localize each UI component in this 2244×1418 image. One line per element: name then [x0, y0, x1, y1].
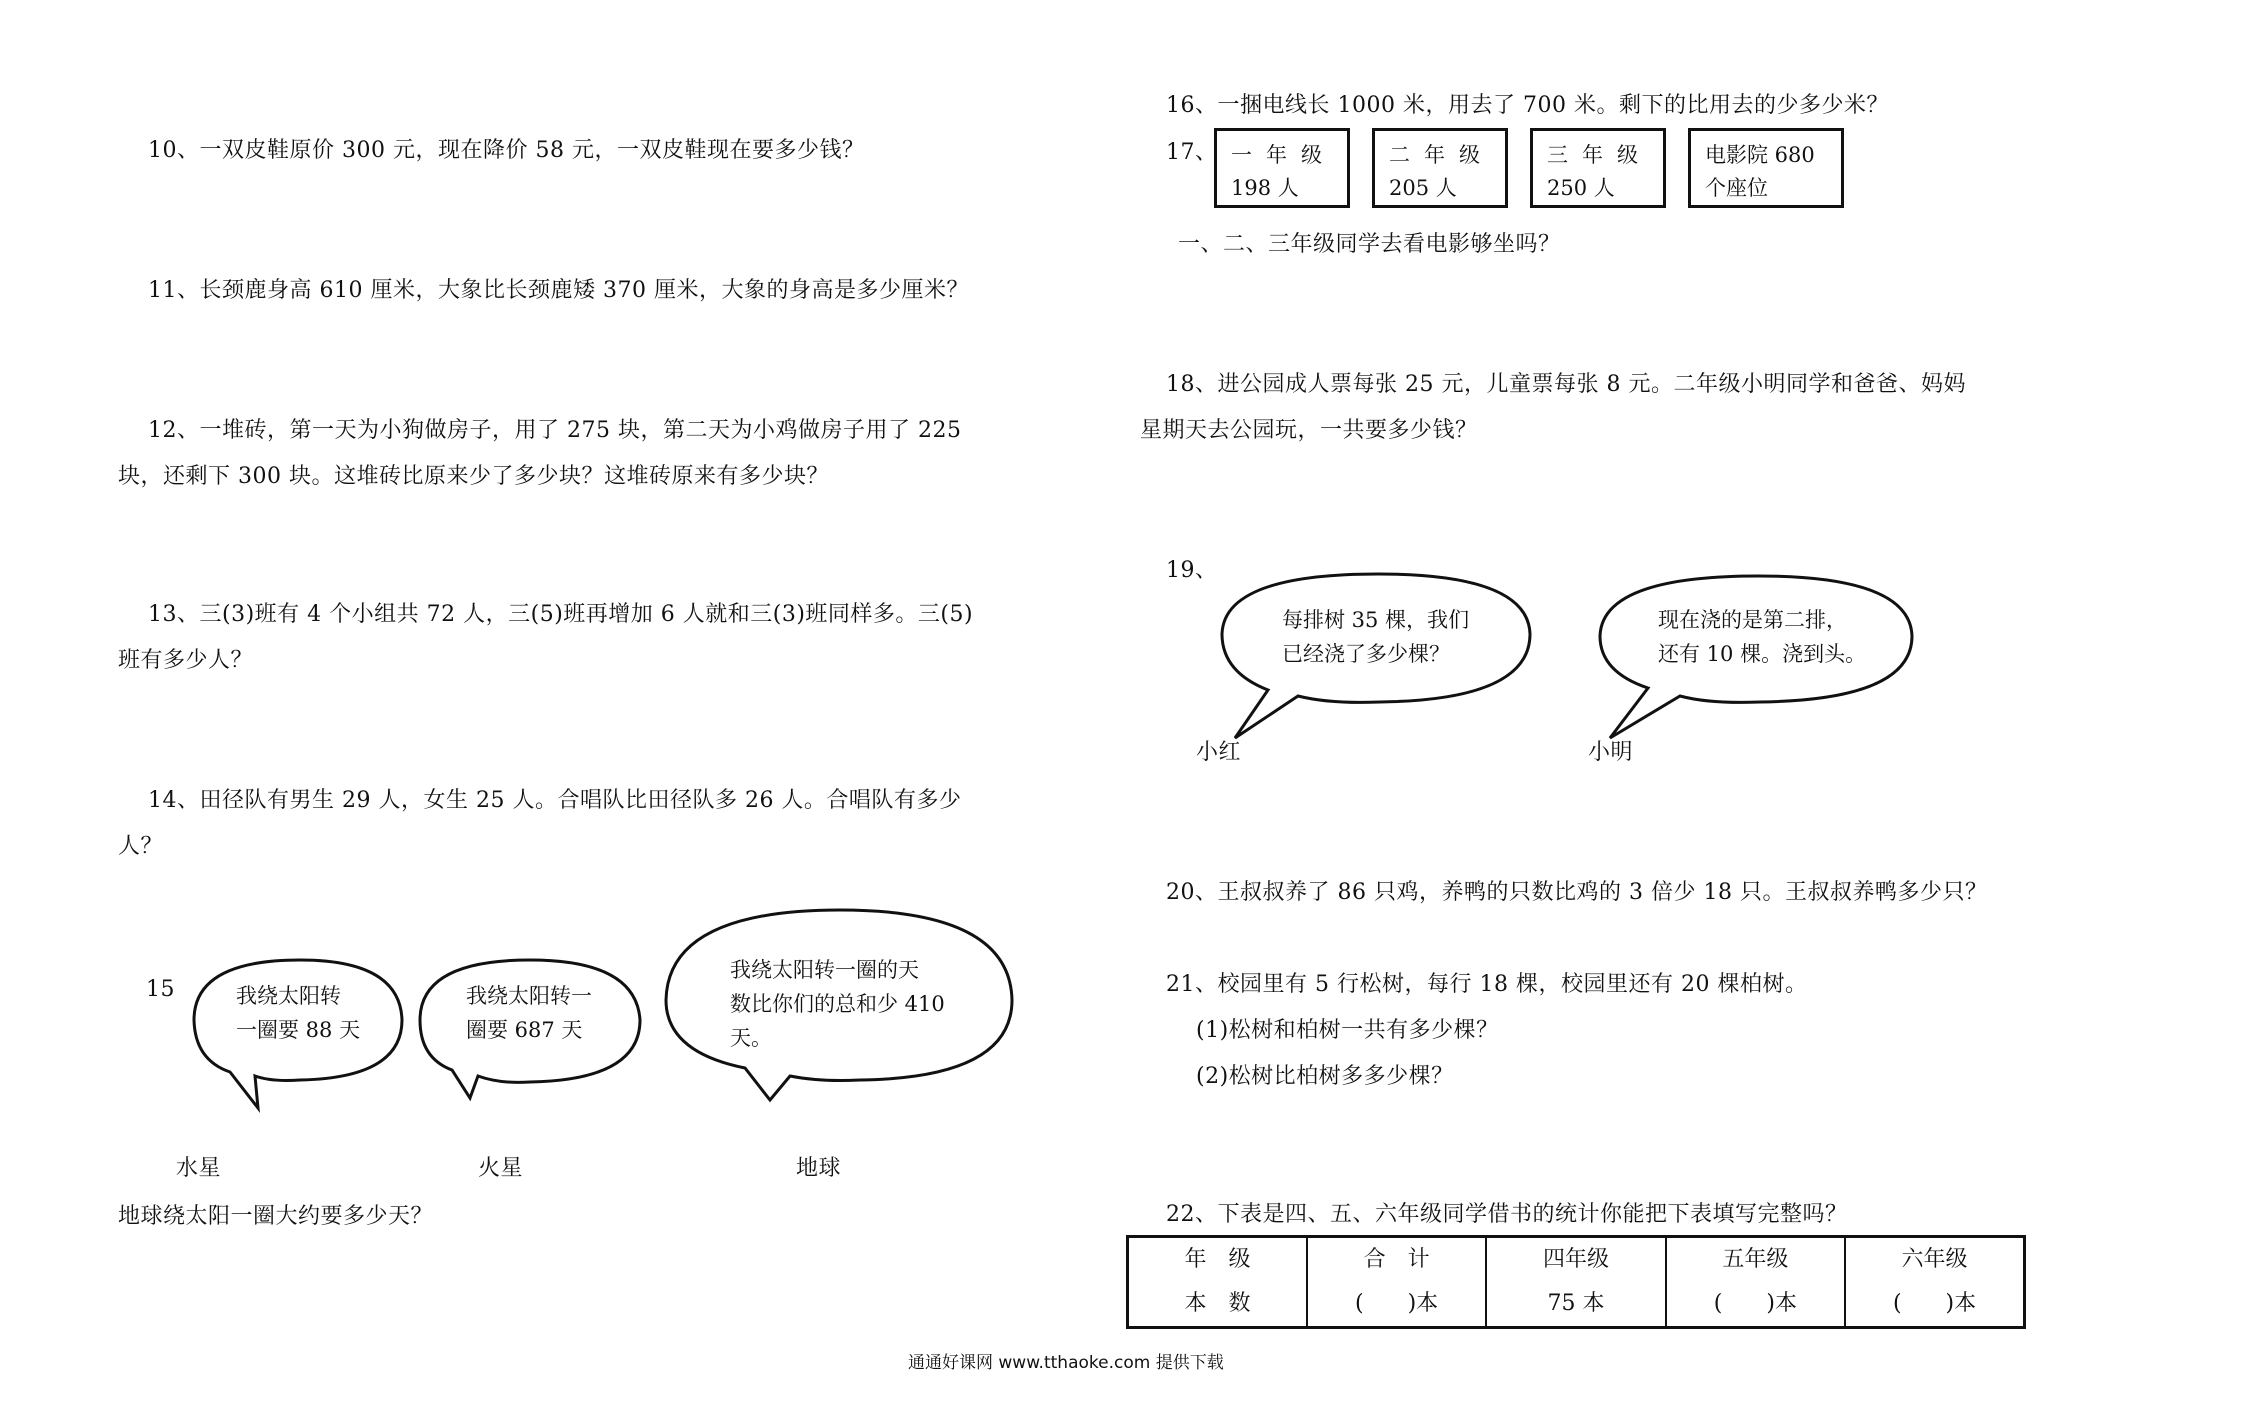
- box-cinema: [1688, 128, 1844, 208]
- question-19-number: 19、: [1166, 558, 1218, 583]
- question-21-stem: 21、校园里有 5 行松树，每行 18 棵，校园里还有 20 棵柏树。: [1166, 972, 1808, 997]
- table-cell: 本 数: [1128, 1282, 1307, 1328]
- table-cell: 年 级: [1128, 1237, 1307, 1283]
- bubble-mercury-line-1: 我绕太阳转: [236, 984, 341, 1008]
- bubble-xiaohong-line-2: 已经浇了多少棵？: [1282, 642, 1450, 666]
- box-grade-1: [1214, 128, 1350, 208]
- bubble-mercury-line-2: 一圈要 88 天: [236, 1018, 361, 1042]
- table-cell: ( )本: [1666, 1282, 1845, 1328]
- table-cell: 四年级: [1486, 1237, 1665, 1283]
- table-cell: 合 计: [1307, 1237, 1486, 1283]
- question-21-part-1: (1)松树和柏树一共有多少棵？: [1196, 1018, 1499, 1043]
- question-14-line-1: 14、田径队有男生 29 人，女生 25 人。合唱队比田径队多 26 人。合唱队有多少: [148, 788, 962, 813]
- bubble-earth-line-1: 我绕太阳转一圈的天: [730, 958, 919, 982]
- name-xiaohong: 小红: [1196, 740, 1242, 765]
- question-12-line-1: 12、一堆砖，第一天为小狗做房子，用了 275 块，第二天为小鸡做房子用了 225: [148, 418, 962, 443]
- question-14-line-2: 人？: [118, 834, 164, 859]
- box-grade-3-count: 250 人: [1547, 176, 1615, 200]
- bubble-xiaohong-line-1: 每排树 35 棵，我们: [1282, 608, 1470, 632]
- question-13-line-1: 13、三(3)班有 4 个小组共 72 人，三(5)班再增加 6 人就和三(3)班同样多。三(5): [148, 602, 974, 627]
- bubble-xiaoming-line-2: 还有 10 棵。浇到头。: [1658, 642, 1867, 666]
- box-grade-3-name: 三年级: [1547, 143, 1652, 167]
- label-mercury: 水星: [176, 1156, 222, 1181]
- bubble-mars-line-1: 我绕太阳转一: [466, 984, 592, 1008]
- question-15-number: 15: [146, 977, 175, 1002]
- box-grade-3: [1530, 128, 1666, 208]
- question-10: 10、一双皮鞋原价 300 元，现在降价 58 元，一双皮鞋现在要多少钱？: [148, 138, 865, 163]
- label-mars: 火星: [478, 1156, 524, 1181]
- question-16: 16、一捆电线长 1000 米，用去了 700 米。剩下的比用去的少多少米？: [1166, 93, 1889, 118]
- box-cinema-seats: 电影院 680: [1705, 143, 1815, 167]
- box-grade-2-count: 205 人: [1389, 176, 1457, 200]
- table-row-header: [1128, 1237, 2025, 1283]
- box-grade-2-name: 二年级: [1389, 143, 1494, 167]
- box-grade-2: [1372, 128, 1508, 208]
- page-footer: 通通好课网 www.tthaoke.com 提供下载: [908, 1353, 1224, 1373]
- table-cell: ( )本: [1307, 1282, 1486, 1328]
- bubble-mars-line-2: 圈要 687 天: [466, 1018, 583, 1042]
- bubble-earth-line-3: 天。: [730, 1026, 772, 1050]
- table-cell: 五年级: [1666, 1237, 1845, 1283]
- book-statistics-table: [1126, 1235, 2026, 1329]
- question-11: 11、长颈鹿身高 610 厘米，大象比长颈鹿矮 370 厘米，大象的身高是多少厘米？: [148, 278, 969, 303]
- table-cell: 六年级: [1845, 1237, 2024, 1283]
- question-18-line-2: 星期天去公园玩，一共要多少钱？: [1140, 418, 1478, 443]
- question-17-number: 17、: [1166, 140, 1218, 165]
- question-12-line-2: 块，还剩下 300 块。这堆砖比原来少了多少块？这堆砖原来有多少块？: [118, 464, 829, 489]
- question-20: 20、王叔叔养了 86 只鸡，养鸭的只数比鸡的 3 倍少 18 只。王叔叔养鸭多少只？: [1166, 880, 1988, 905]
- question-17: 一、二、三年级同学去看电影够坐吗？: [1178, 232, 1561, 257]
- question-22-stem: 22、下表是四、五、六年级同学借书的统计你能把下表填写完整吗？: [1166, 1202, 1848, 1227]
- box-grade-1-count: 198 人: [1231, 176, 1299, 200]
- question-13-line-2: 班有多少人？: [118, 648, 254, 673]
- box-cinema-unit: 个座位: [1705, 176, 1768, 200]
- question-15: 地球绕太阳一圈大约要多少天？: [118, 1204, 434, 1229]
- bubble-xiaoming-line-1: 现在浇的是第二排，: [1658, 608, 1847, 632]
- question-18-line-1: 18、进公园成人票每张 25 元，儿童票每张 8 元。二年级小明同学和爸爸、妈妈: [1166, 372, 1966, 397]
- label-earth: 地球: [796, 1156, 842, 1181]
- bubble-earth-line-2: 数比你们的总和少 410: [730, 992, 945, 1016]
- table-cell: 75 本: [1486, 1282, 1665, 1328]
- table-cell: ( )本: [1845, 1282, 2024, 1328]
- box-grade-1-name: 一年级: [1231, 143, 1336, 167]
- table-row-values: [1128, 1282, 2025, 1328]
- question-21-part-2: (2)松树比柏树多多少棵？: [1196, 1064, 1454, 1089]
- name-xiaoming: 小明: [1588, 740, 1634, 765]
